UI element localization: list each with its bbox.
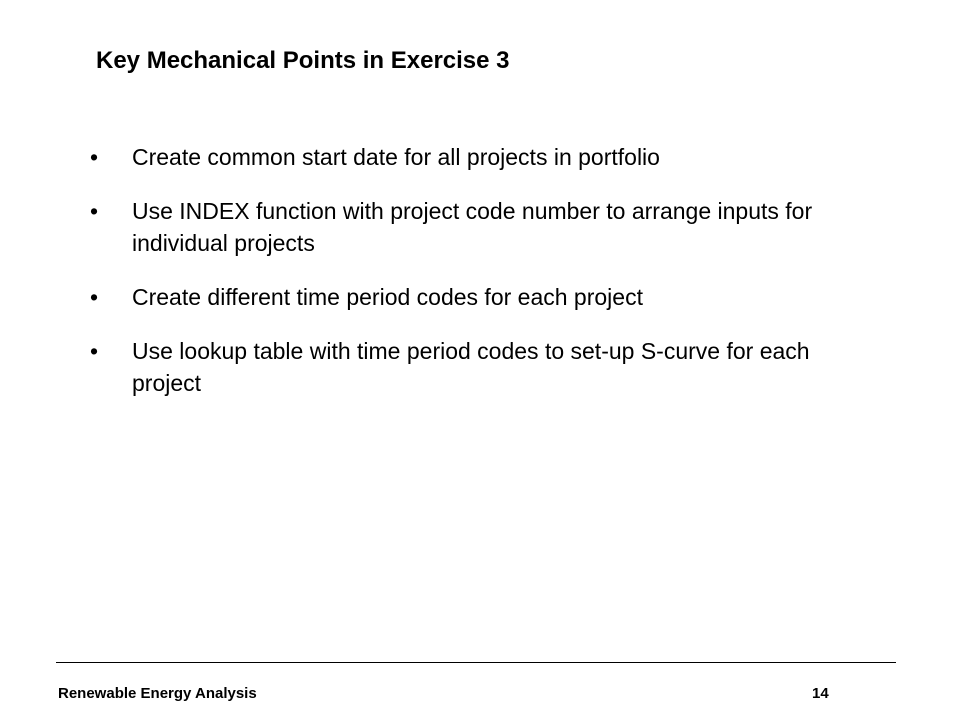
slide-title: Key Mechanical Points in Exercise 3 xyxy=(96,47,510,74)
page-number: 14 xyxy=(812,685,829,702)
bullet-item: • Use lookup table with time period codes to set-up S-curve for each project xyxy=(86,335,866,399)
footer-title: Renewable Energy Analysis xyxy=(58,685,257,702)
bullet-list xyxy=(86,141,866,421)
bullet-item: • Create common start date for all projects in portfolio xyxy=(86,141,866,173)
bullet-item: • Create different time period codes for each project xyxy=(86,281,866,313)
footer-divider xyxy=(56,662,896,663)
bullet-item: • Use INDEX function with project code number to arrange inputs for individual projects xyxy=(86,195,866,259)
